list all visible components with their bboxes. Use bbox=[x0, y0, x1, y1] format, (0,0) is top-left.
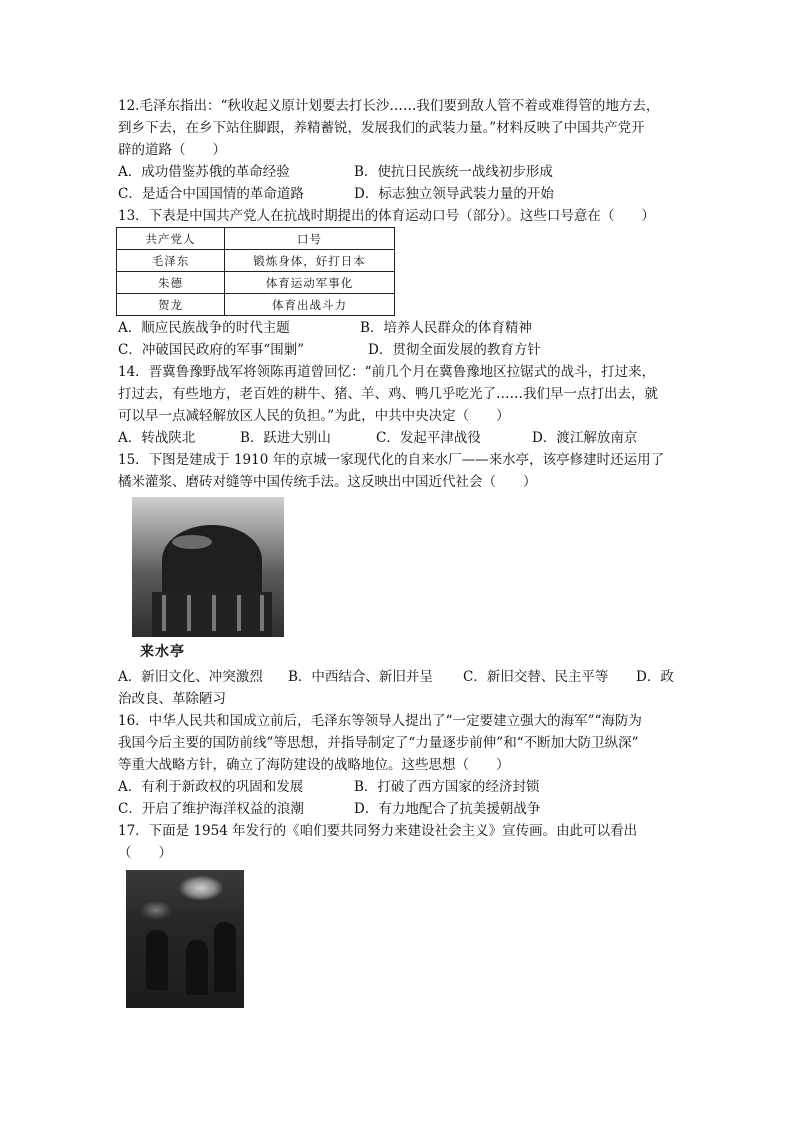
q14-option-a[interactable]: A．转战陕北 bbox=[118, 430, 196, 446]
pavilion-column bbox=[237, 595, 241, 631]
q14-stem-line-2: 打过去，有些地方，老百姓的耕牛、猪、羊、鸡、鸭几乎吃光了……我们早一点打出去，就 bbox=[118, 386, 658, 402]
q17-stem-line-2: （ ） bbox=[118, 845, 172, 861]
q15-option-c[interactable]: C．新旧交替、民主平等 bbox=[463, 669, 609, 685]
poster-figure bbox=[146, 930, 168, 990]
q15-stem-line-2: 橘米灌浆、磨砖对缝等中国传统手法。这反映出中国近代社会（ ） bbox=[118, 474, 537, 490]
poster-figure bbox=[214, 922, 236, 992]
table-cell: 体育出战斗力 bbox=[225, 294, 395, 316]
pavilion-dome-highlight bbox=[172, 535, 212, 549]
propaganda-poster-image bbox=[126, 870, 244, 1008]
q13-stem-line-1: 13．下表是中国共产党人在抗战时期提出的体育运动口号（部分）。这些口号意在（ ） bbox=[118, 208, 655, 224]
q12-option-d[interactable]: D．标志独立领导武装力量的开始 bbox=[354, 186, 554, 202]
q15-option-a[interactable]: A．新旧文化、冲突激烈 bbox=[118, 669, 263, 685]
q16-option-a[interactable]: A．有利于新政权的巩固和发展 bbox=[118, 779, 304, 795]
q13-option-d[interactable]: D．贯彻全面发展的教育方针 bbox=[368, 342, 541, 358]
q12-stem-line-2: 到乡下去，在乡下站住脚跟，养精蓄锐，发展我们的武装力量。”材料反映了中国共产党开 bbox=[118, 120, 645, 136]
q13-option-c[interactable]: C．冲破国民政府的军事“围剿” bbox=[118, 342, 305, 358]
pavilion-column bbox=[260, 595, 264, 631]
q17-stem-line-1: 17．下面是 1954 年发行的《咱们要共同努力来建设社会主义》宣传画。由此可以看出 bbox=[118, 823, 638, 839]
table-cell: 朱德 bbox=[117, 272, 225, 294]
table-row bbox=[117, 294, 395, 316]
q12-stem-line-1: 12.毛泽东指出：“秋收起义原计划要去打长沙……我们要到敌人管不着或难得管的地方去， bbox=[118, 98, 660, 114]
q15-stem-line-1: 15．下图是建成于 1910 年的京城一家现代化的自来水厂——来水亭，该亭修建时还运用了 bbox=[118, 452, 665, 468]
table-row bbox=[117, 272, 395, 294]
q13-option-b[interactable]: B．培养人民群众的体育精神 bbox=[360, 320, 532, 336]
q16-stem-line-1: 16．中华人民共和国成立前后，毛泽东等领导人提出了“一定要建立强大的海军”“海防为 bbox=[118, 713, 642, 729]
q16-option-b[interactable]: B．打破了西方国家的经济封锁 bbox=[354, 779, 540, 795]
table-header-cell: 共产党人 bbox=[117, 228, 225, 250]
pavilion-dome bbox=[162, 525, 262, 595]
q14-stem-line-3: 可以早一点减轻解放区人民的负担。”为此，中共中央决定（ ） bbox=[118, 408, 510, 424]
q12-option-c[interactable]: C．是适合中国国情的革命道路 bbox=[118, 186, 304, 202]
q12-stem-line-3: 辟的道路（ ） bbox=[118, 142, 226, 158]
q14-option-b[interactable]: B．跃进大别山 bbox=[240, 430, 331, 446]
table-cell: 毛泽东 bbox=[117, 250, 225, 272]
q14-option-c[interactable]: C．发起平津战役 bbox=[376, 430, 481, 446]
pavilion-column bbox=[162, 595, 166, 631]
water-pavilion-photo bbox=[132, 497, 284, 637]
q16-stem-line-2: 我国今后主要的国防前线”等思想，并指导制定了“力量逐步前伸”和“不断加大防卫纵深” bbox=[118, 735, 639, 751]
table-cell: 锻炼身体，好打日本 bbox=[225, 250, 395, 272]
q16-option-d[interactable]: D．有力地配合了抗美援朝战争 bbox=[354, 801, 541, 817]
q14-stem-line-1: 14．晋冀鲁豫野战军将领陈再道曾回忆：“前几个月在冀鲁豫地区拉锯式的战斗，打过来， bbox=[118, 364, 656, 380]
poster-figure bbox=[186, 940, 208, 995]
table-row bbox=[117, 250, 395, 272]
pavilion-column bbox=[212, 595, 216, 631]
table-cell: 贺龙 bbox=[117, 294, 225, 316]
q12-option-b[interactable]: B．使抗日民族统一战线初步形成 bbox=[354, 164, 553, 180]
slogan-table bbox=[116, 227, 395, 316]
q15-option-b[interactable]: B．中西结合、新旧并呈 bbox=[288, 669, 433, 685]
q15-option-d[interactable]: D．政 bbox=[636, 669, 674, 685]
pavilion-column bbox=[187, 595, 191, 631]
q14-option-d[interactable]: D．渡江解放南京 bbox=[532, 430, 638, 446]
table-cell: 体育运动军事化 bbox=[225, 272, 395, 294]
q16-option-c[interactable]: C．开启了维护海洋权益的浪潮 bbox=[118, 801, 304, 817]
q15-option-d-continued: 治改良、革除陋习 bbox=[118, 691, 226, 707]
photo-caption: 来水亭 bbox=[140, 644, 185, 660]
q12-option-a[interactable]: A．成功借鉴苏俄的革命经验 bbox=[118, 164, 290, 180]
q16-stem-line-3: 等重大战略方针，确立了海防建设的战略地位。这些思想（ ） bbox=[118, 757, 510, 773]
table-header-cell: 口号 bbox=[225, 228, 395, 250]
q13-option-a[interactable]: A．顺应民族战争的时代主题 bbox=[118, 320, 290, 336]
table-header-row bbox=[117, 228, 395, 250]
